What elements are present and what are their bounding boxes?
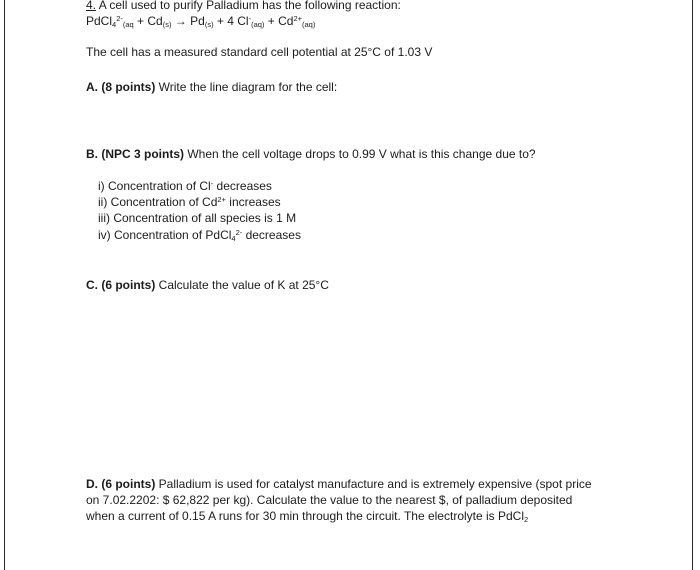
part-a-text: Write the line diagram for the cell: (155, 80, 338, 94)
option-iii: iii) Concentration of all species is 1 M (98, 211, 297, 225)
part-b (86, 147, 536, 162)
product-cd-state: (aq) (302, 20, 316, 29)
product-pd-state: (s) (204, 20, 214, 29)
option-i-charge: - (210, 179, 214, 188)
part-c (86, 278, 329, 293)
part-a-label: A. (8 points) (86, 80, 156, 94)
option-ii-charge: 2+ (217, 195, 226, 204)
option-ii (98, 195, 281, 210)
part-d-text-3: when a current of 0.15 A runs for 30 min through the circuit. The electrolyte is PdCl (86, 509, 525, 523)
option-iv-subscript: 4 (231, 234, 236, 243)
option-ii-text: ii) Concentration of Cd (98, 195, 218, 209)
reactant-cd: + Cd (133, 14, 163, 28)
reactant-cd-state: (s) (162, 20, 172, 29)
part-d-line-2: on 7.02.2202: $ 62,822 per kg). Calculate the value to the nearest $, of palladium deposited (86, 493, 573, 507)
option-i-text: i) Concentration of Cl (98, 179, 211, 193)
product-cl-charge: - (248, 14, 252, 23)
option-iv-suffix: decreases (242, 228, 301, 242)
part-d-line-1 (86, 477, 592, 492)
part-b-text: When the cell voltage drops to 0.99 V what is this change due to? (184, 147, 536, 161)
product-cl-state: (aq) (251, 20, 265, 29)
part-d-line-3 (86, 509, 528, 524)
reactant-pdcl4-subscript: 4 (112, 20, 117, 29)
option-i (98, 179, 272, 194)
part-d-text-1: Palladium is used for catalyst manufacture and is extremely expensive (spot price (155, 477, 592, 491)
question-number: 4. (86, 0, 97, 12)
part-d-label: D. (6 points) (86, 477, 156, 491)
option-i-suffix: decreases (213, 179, 272, 193)
product-cd-charge: 2+ (293, 14, 303, 23)
reactant-pdcl4: PdCl (86, 14, 113, 28)
part-c-label: C. (6 points) (86, 278, 156, 292)
question-intro: A cell used to purify Palladium has the following reaction: (96, 0, 401, 12)
product-cl: + 4 Cl (213, 14, 249, 28)
part-a (86, 80, 337, 95)
option-ii-suffix: increases (225, 195, 281, 209)
reaction-arrow-product-pd: → Pd (171, 14, 205, 28)
question-header (86, 0, 401, 13)
option-iv (98, 228, 301, 243)
part-c-text: Calculate the value of K at 25°C (155, 278, 329, 292)
option-iv-charge: 2- (235, 228, 243, 237)
reactant-pdcl4-charge: 2- (116, 14, 123, 23)
part-b-label: B. (NPC 3 points) (86, 147, 184, 161)
cell-potential-statement: The cell has a measured standard cell potential at 25°C of 1.03 V (86, 45, 433, 59)
part-d-pdcl2-subscript: 2 (524, 515, 529, 524)
reaction-equation (86, 14, 315, 29)
option-iv-text: iv) Concentration of PdCl (98, 228, 232, 242)
product-cd: + Cd (264, 14, 294, 28)
reactant-pdcl4-state: (aq (122, 20, 134, 29)
